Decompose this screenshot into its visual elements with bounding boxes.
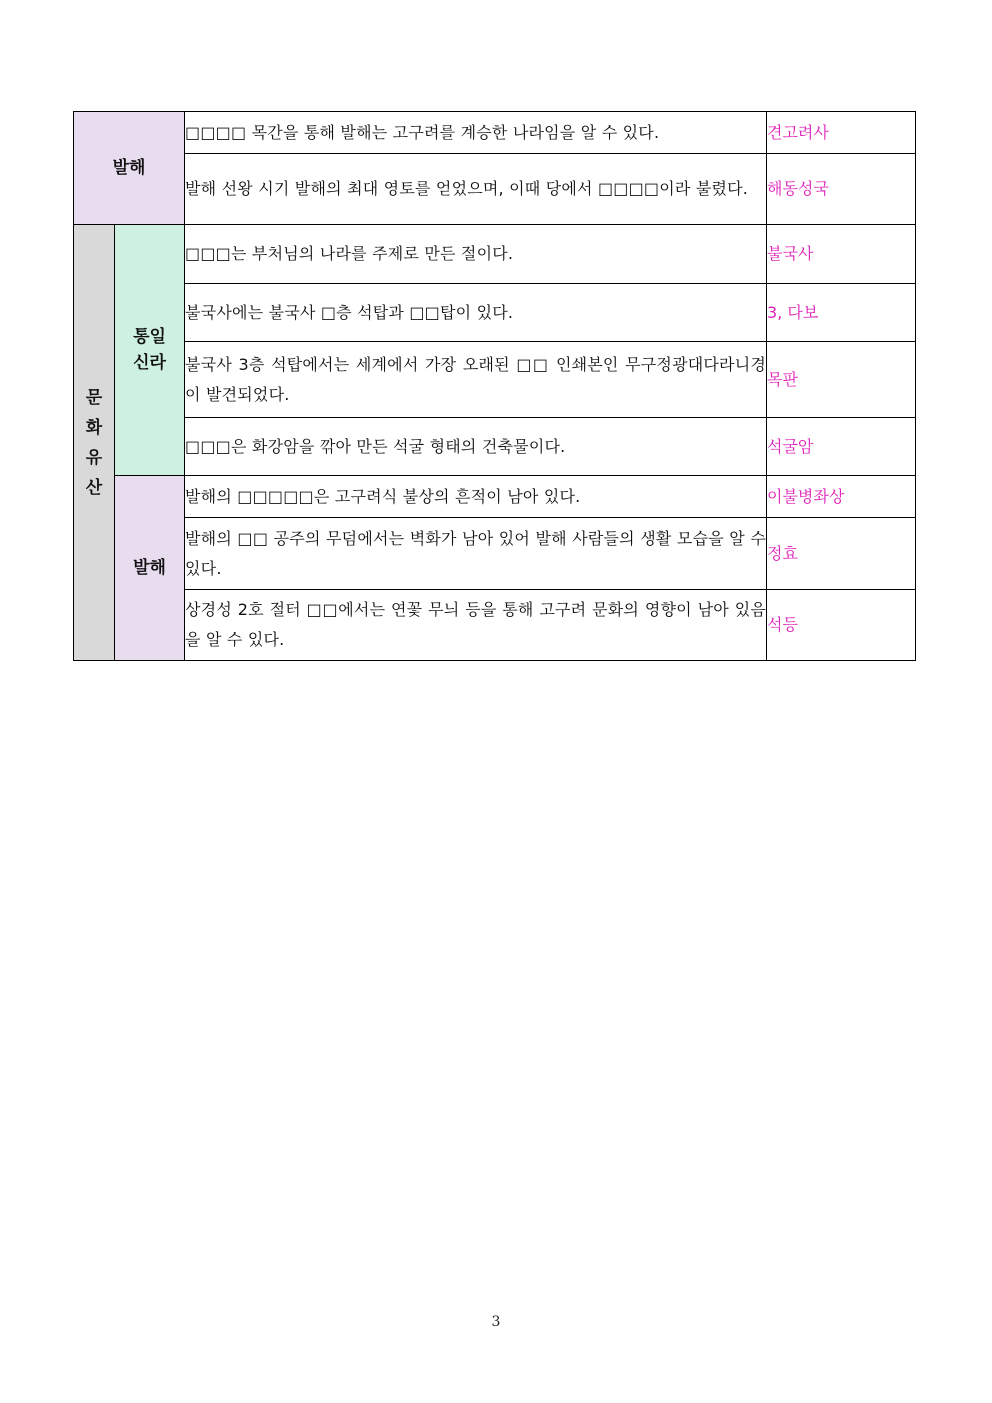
answer-cell: 정효 bbox=[767, 518, 916, 590]
category-culture-label: 문화유산 bbox=[85, 387, 103, 498]
answer-cell: 이불병좌상 bbox=[767, 476, 916, 518]
table-row bbox=[74, 112, 916, 154]
table-row bbox=[74, 476, 916, 518]
question-cell: 불국사 3층 석탑에서는 세계에서 가장 오래된 □□ 인쇄본인 무구정광대다라니경이 발견되었다. bbox=[185, 342, 767, 418]
question-cell: 발해의 □□ 공주의 무덤에서는 벽화가 남아 있어 발해 사람들의 생활 모습을 알 수 있다. bbox=[185, 518, 767, 590]
table-row bbox=[74, 284, 916, 342]
category-balhae-sub: 발해 bbox=[115, 476, 185, 661]
category-culture bbox=[74, 225, 115, 661]
category-balhae: 발해 bbox=[74, 112, 185, 225]
question-cell: □□□□ 목간을 통해 발해는 고구려를 계승한 나라임을 알 수 있다. bbox=[185, 112, 767, 154]
answer-cell: 3, 다보 bbox=[767, 284, 916, 342]
answer-cell: 목판 bbox=[767, 342, 916, 418]
answer-cell: 불국사 bbox=[767, 225, 916, 284]
question-cell: 발해 선왕 시기 발해의 최대 영토를 얻었으며, 이때 당에서 □□□□이라 불렸다. bbox=[185, 154, 767, 225]
category-silla-label: 통일 신라 bbox=[133, 327, 166, 373]
answer-cell: 석등 bbox=[767, 590, 916, 661]
question-cell: 발해의 □□□□□은 고구려식 불상의 흔적이 남아 있다. bbox=[185, 476, 767, 518]
table-row bbox=[74, 154, 916, 225]
table-row bbox=[74, 418, 916, 476]
table-row bbox=[74, 518, 916, 590]
question-cell: 불국사에는 불국사 □층 석탑과 □□탑이 있다. bbox=[185, 284, 767, 342]
answer-cell: 견고려사 bbox=[767, 112, 916, 154]
answer-cell: 석굴암 bbox=[767, 418, 916, 476]
question-cell: 상경성 2호 절터 □□에서는 연꽃 무늬 등을 통해 고구려 문화의 영향이 남아 있음을 알 수 있다. bbox=[185, 590, 767, 661]
table-row bbox=[74, 590, 916, 661]
table-row bbox=[74, 225, 916, 284]
category-silla bbox=[115, 225, 185, 476]
page-number: 3 bbox=[491, 1314, 501, 1330]
answer-cell: 해동성국 bbox=[767, 154, 916, 225]
question-cell: □□□은 화강암을 깎아 만든 석굴 형태의 건축물이다. bbox=[185, 418, 767, 476]
table-row bbox=[74, 342, 916, 418]
question-cell: □□□는 부처님의 나라를 주제로 만든 절이다. bbox=[185, 225, 767, 284]
review-table bbox=[73, 111, 916, 661]
